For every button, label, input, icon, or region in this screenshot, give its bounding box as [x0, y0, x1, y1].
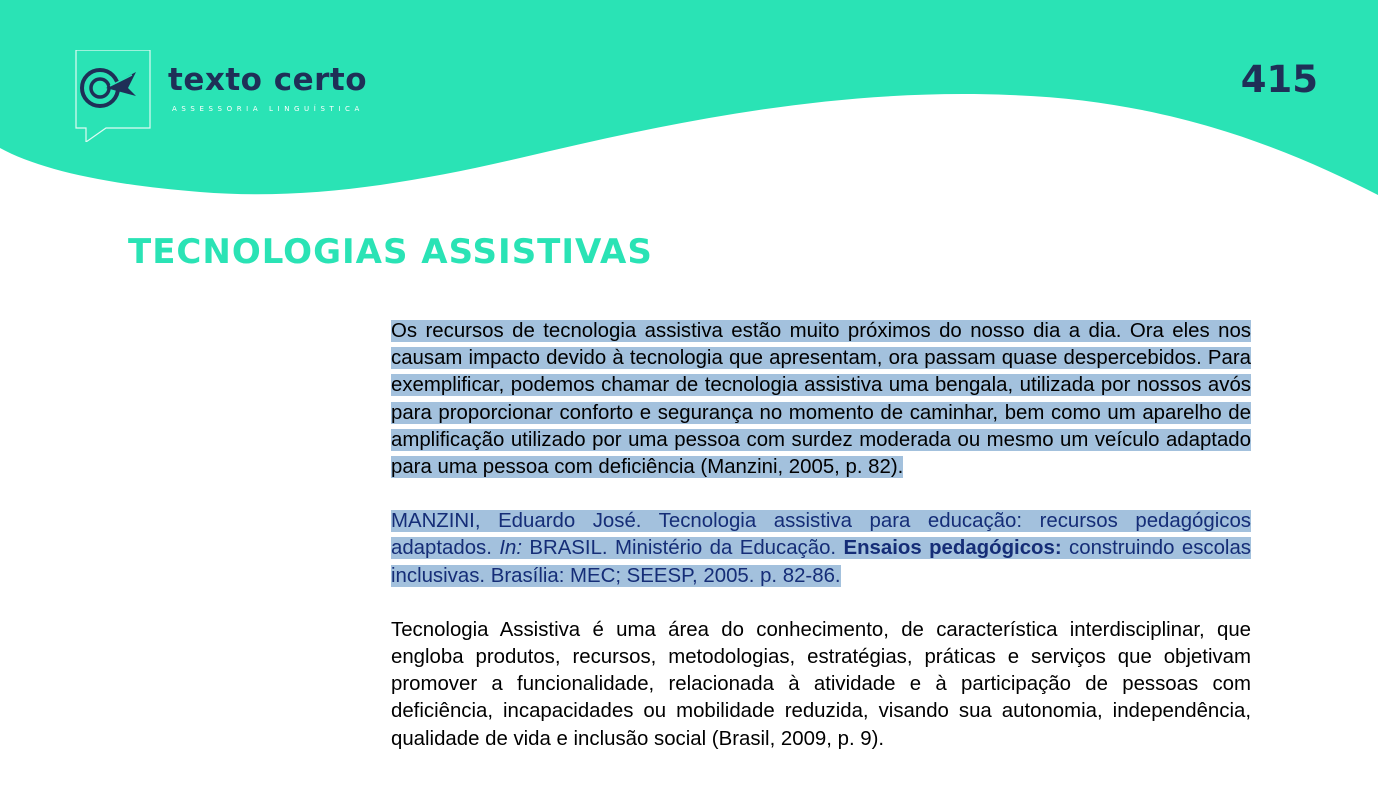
highlighted-text: Os recursos de tecnologia assistiva estão muito próximos do nosso dia a dia. Ora eles nos causam impacto devido à tecnologia que apresentam, ora passam quase despercebidos. Para exemplificar, podemos chamar de tecnologia assistiva uma bengala, utilizada por nossos avós para proporcionar conforto e segurança no momento de caminhar, bem como um aparelho de amplificação utilizado por uma pessoa com surdez moderada ou mesmo um veículo adaptado para uma pessoa com deficiência (Manzini, 2005, p. 82). — [391, 320, 1251, 479]
logo-text: texto certo — [168, 62, 368, 98]
paragraph-1 — [391, 318, 1251, 481]
reference-bold-title: Ensaios pedagógicos: — [843, 537, 1062, 560]
logo-tagline: ASSESSORIA LINGUÍSTICA — [172, 105, 364, 113]
logo-icon — [66, 50, 166, 142]
content-body — [391, 318, 1251, 753]
paragraph-2: Tecnologia Assistiva é uma área do conhecimento, de característica interdisciplinar, que engloba produtos, recursos, metodologias, estratégias, práticas e serviços que objetivam promover a funcionalidade, relacionada à atividade e à participação de pessoas com deficiência, incapacidades ou mobilidade reduzida, visando sua autonomia, independência, qualidade de vida e inclusão social (Brasil, 2009, p. 9). — [391, 618, 1251, 750]
page-number: 415 — [1240, 58, 1318, 101]
page-title: TECNOLOGIAS ASSISTIVAS — [128, 232, 653, 272]
reference-part2: BRASIL. Ministério da Educação. — [521, 537, 844, 560]
logo — [66, 50, 396, 142]
reference — [391, 508, 1251, 590]
reference-part1: MANZINI, Eduardo José. Tecnologia assistiva para educação: recursos pedagógicos adaptados. — [391, 510, 1251, 560]
reference-in: In: — [499, 537, 522, 560]
reference-part3: construindo escolas inclusivas. Brasília: MEC; SEESP, 2005. p. 82-86. — [391, 537, 1251, 587]
